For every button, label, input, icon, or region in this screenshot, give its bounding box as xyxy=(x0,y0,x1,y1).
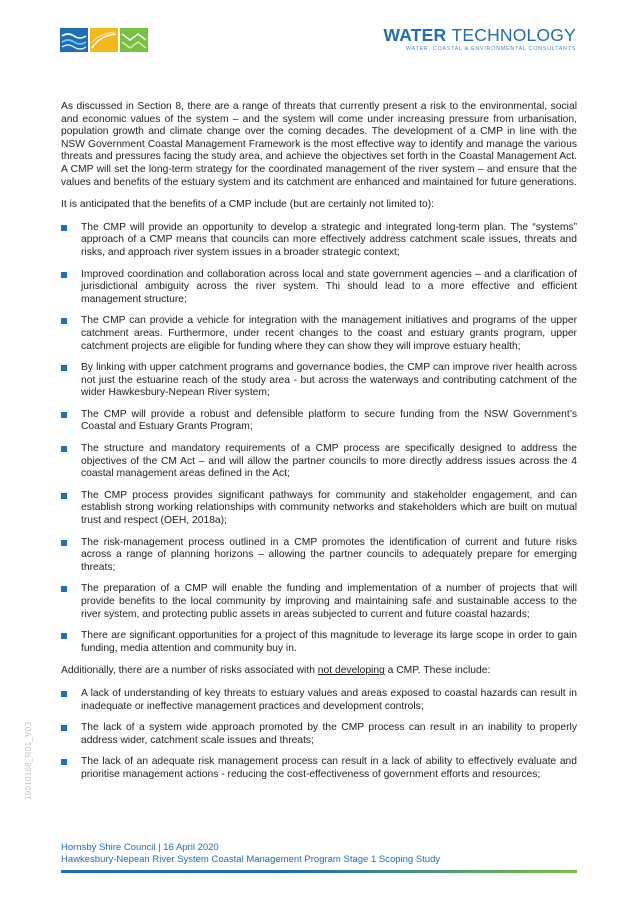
list-item xyxy=(61,537,577,575)
brand-name-thin: TECHNOLOGY xyxy=(451,25,576,45)
list-item-text: Improved coordination and collaboration across local and state government agencies – and a clarification of jurisdictional ambiguity across the river system. Thi should lead to a more effective and efficient management structure; xyxy=(81,268,577,305)
list-item xyxy=(61,362,577,400)
risks-intro-after: a CMP. These include: xyxy=(384,665,491,677)
list-item xyxy=(61,269,577,307)
bullet-square-icon xyxy=(61,493,67,499)
page-header xyxy=(0,0,638,70)
bullet-square-icon xyxy=(61,691,67,697)
list-item-text: The structure and mandatory requirements of a CMP process are specifically designed to address the objectives of the CM Act – and will allow the partner councils to more directly address issues across the 4 coastal management areas defined in the Act; xyxy=(81,443,577,480)
brand-name xyxy=(384,26,577,45)
list-item-text: The preparation of a CMP will enable the funding and implementation of a number of projects that will provide benefits to the local community by improving and maintaining safe and sustainable access to the river system, and protecting public assets in areas subjected to current and future coastal hazards; xyxy=(81,583,577,620)
list-item-text: The CMP can provide a vehicle for integration with the management initiatives and programs of the upper catchment areas. Furthermore, under recent changes to the coast and estuary grants program, upper catchment projects are eligible for funding where they can show they will improve estuary health; xyxy=(81,315,577,352)
list-item xyxy=(61,756,577,781)
list-item xyxy=(61,688,577,713)
list-item-text: The CMP will provide a robust and defensible platform to secure funding from the NSW Government’s Coastal and Estuary Grants Program; xyxy=(81,408,577,433)
page-body xyxy=(61,101,577,792)
benefits-list xyxy=(61,222,577,656)
list-item xyxy=(61,443,577,481)
footer-report-title: Hawkesbury-Nepean River System Coastal Management Program Stage 1 Scoping Study xyxy=(61,854,441,865)
list-item-text: By linking with upper catchment programs and governance bodies, the CMP can improve river health across not just the estuarine reach of the study area - but across the waterways and contributing catchment of the wider Hawkesbury-Nepean River system; xyxy=(81,362,577,399)
list-item-text: The lack of an adequate risk management process can result in a lack of ability to effectively evaluate and prioritise management actions - reducing the cost-effectiveness of government efforts and resources; xyxy=(81,756,577,780)
list-item xyxy=(61,583,577,621)
risks-list xyxy=(61,688,577,782)
list-item xyxy=(61,409,577,434)
bullet-square-icon xyxy=(61,586,67,592)
list-item-text: The risk-management process outlined in a CMP promotes the identification of current and future risks across a range of planning horizons – allowing the partner councils to adequately prepare for emerging threats; xyxy=(81,536,577,573)
list-item xyxy=(61,222,577,260)
list-item-text: The CMP will provide an opportunity to develop a strategic and integrated long-term plan. The “systems” approach of a CMP means that councils can more effectively address catchment scale issues, threats and risks, and approach river system issues in a broader strategic context; xyxy=(81,221,577,258)
bullet-square-icon xyxy=(61,540,67,546)
list-item-text: A lack of understanding of key threats to estuary values and areas exposed to coastal hazards can result in inadequate or ineffective management practices and development controls; xyxy=(81,687,577,712)
list-item-text: The lack of a system wide approach promoted by the CMP process can result in an inability to properly address wider, catchment scale issues and threats; xyxy=(81,722,577,746)
list-item xyxy=(61,630,577,655)
list-item-text: The CMP process provides significant pathways for community and stakeholder engagement, and can establish strong working relationships with community networks and stakeholders which are built on mutual trust and respect (OEH, 2018a); xyxy=(81,489,577,527)
bullet-square-icon xyxy=(61,225,67,231)
footer-client-date: Hornsby Shire Council | 16 April 2020 xyxy=(61,842,219,853)
bullet-square-icon xyxy=(61,365,67,371)
bullet-square-icon xyxy=(61,759,67,765)
bullet-square-icon xyxy=(61,318,67,324)
brand-tagline: WATER, COASTAL & ENVIRONMENTAL CONSULTANTS xyxy=(405,46,576,52)
risks-intro xyxy=(61,665,577,678)
water-technology-logo-icon xyxy=(60,28,148,52)
benefits-intro: It is anticipated that the benefits of a CMP include (but are certainly not limited to): xyxy=(61,199,434,211)
page-footer xyxy=(61,842,440,866)
list-item-text: There are significant opportunities for a project of this magnitude to leverage its large scope in order to gain funding, media attention and community buy in. xyxy=(81,630,577,654)
side-reference xyxy=(24,721,36,900)
list-item xyxy=(61,722,577,747)
side-reference-text: 19010168_R01_V03 xyxy=(24,721,33,800)
list-item xyxy=(61,315,577,353)
bullet-square-icon xyxy=(61,272,67,278)
brand-block xyxy=(384,26,577,52)
list-item xyxy=(61,490,577,528)
footer-divider xyxy=(61,870,577,873)
bullet-square-icon xyxy=(61,446,67,452)
bullet-square-icon xyxy=(61,633,67,639)
intro-paragraph: As discussed in Section 8, there are a range of threats that currently present a risk to the environmental, social and economic values of the system – and the system will come under increasing pressure from urbanisation, population growth and climate change over the coming decades. The development of a CMP in line with the NSW Government Coastal Management Framework is the most effective way to identify and manage the various threats and pressures facing the study area, and achieve the objectives set forth in the Coastal Management Act. A CMP will set the long-term strategy for the coordinated management of the river system – and ensure that the values and benefits of the estuary system and its catchment are enhanced and maintained for future generations. xyxy=(61,101,577,188)
brand-name-bold: WATER xyxy=(383,25,447,45)
risks-intro-before: Additionally, there are a number of risks associated with xyxy=(61,665,318,677)
bullet-square-icon xyxy=(61,412,67,418)
risks-intro-underlined: not developing xyxy=(317,665,385,677)
bullet-square-icon xyxy=(61,725,67,731)
